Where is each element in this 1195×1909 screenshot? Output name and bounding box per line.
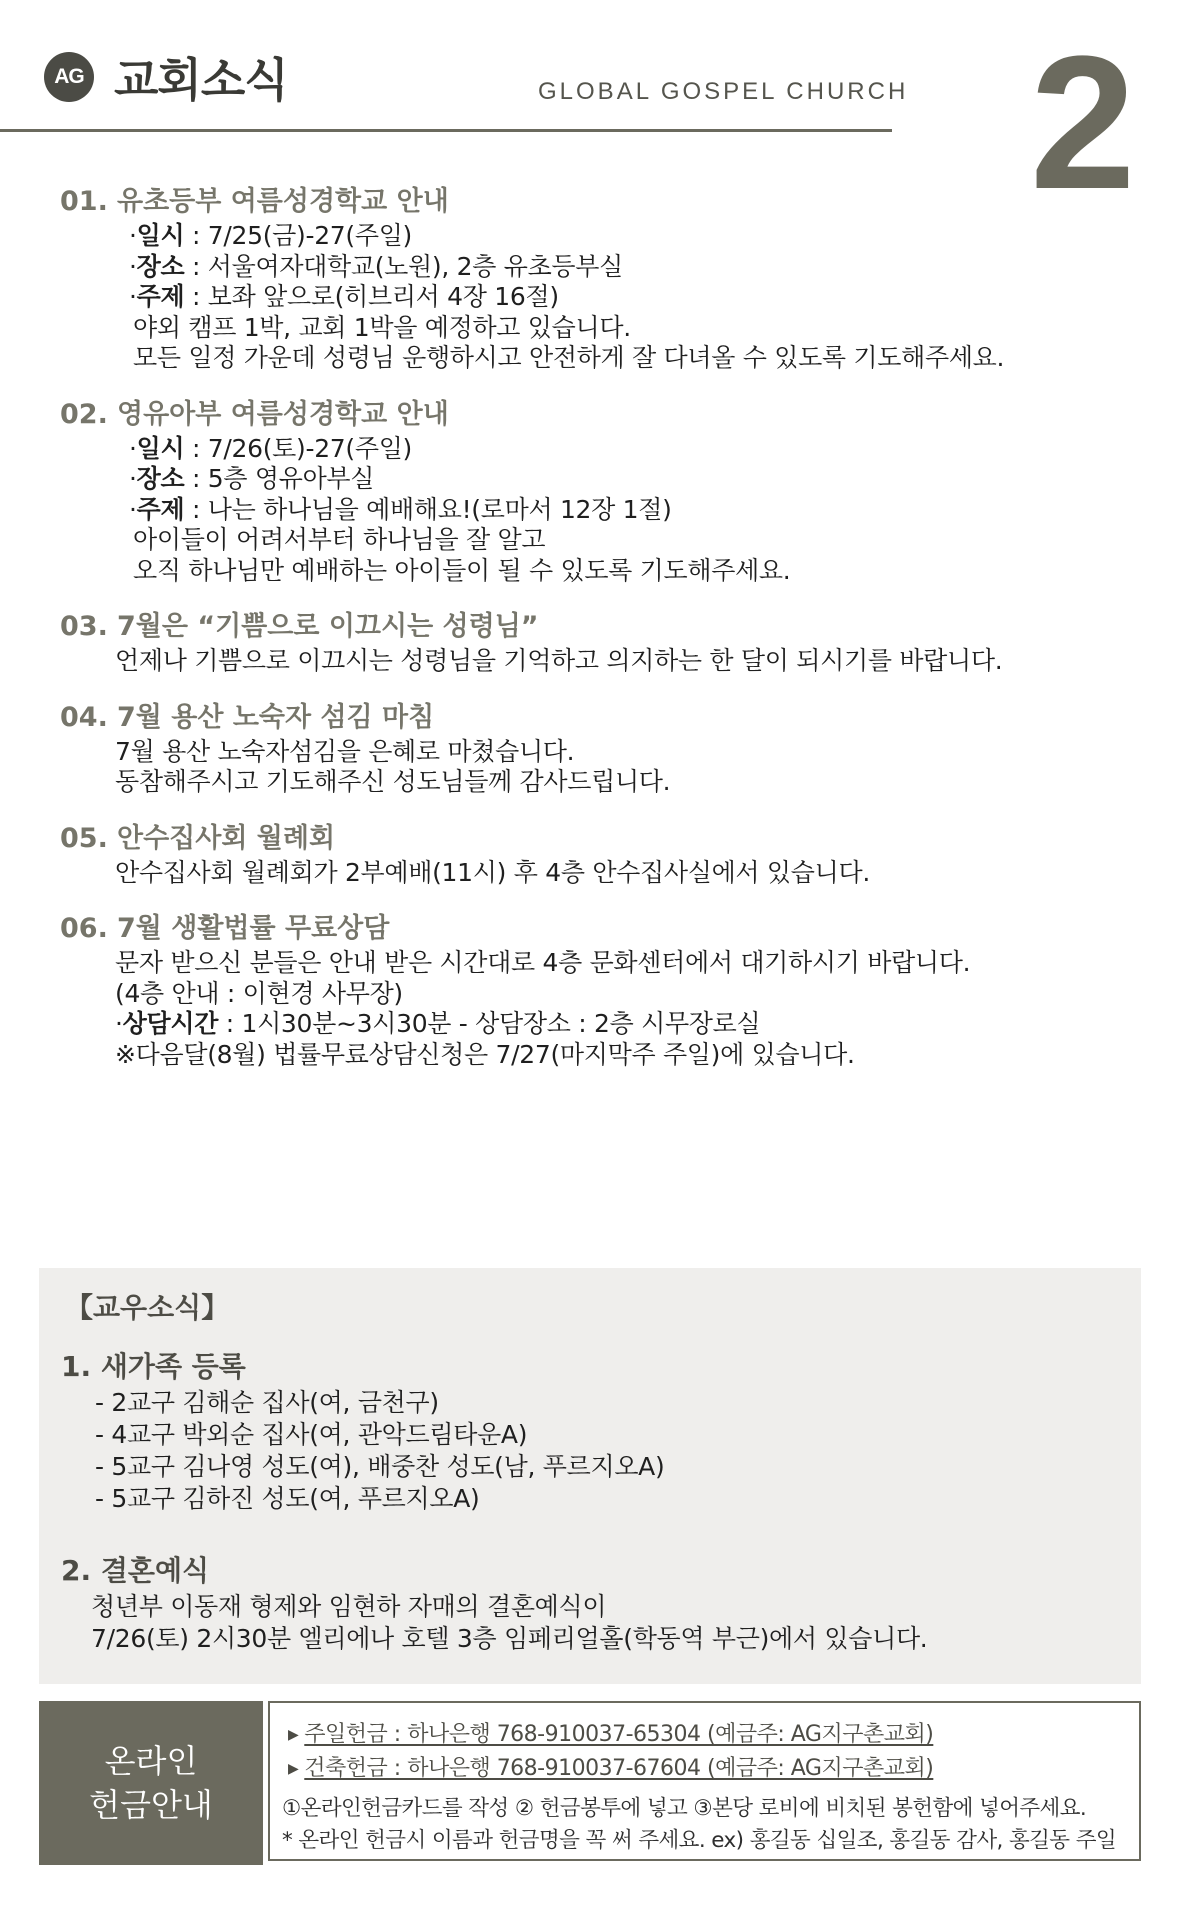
- notice-detail: ·주제 : 보좌 앞으로(히브리서 4장 16절): [129, 282, 559, 311]
- notice-title: 7월 용산 노숙자 섬김 마침: [117, 701, 435, 733]
- online-offering-info: [268, 1701, 1141, 1861]
- notice-detail: ·상담시간 : 1시30분~3시30분 - 상담장소 : 2층 시무장로실: [115, 1009, 761, 1038]
- notice-title: 영유아부 여름성경학교 안내: [117, 398, 449, 430]
- account-line: ▶ 건축헌금 : 하나은행 768-910037-67604 (예금주: AG지구촌교회): [288, 1756, 934, 1781]
- notice-detail: ·주제 : 나는 하나님을 예배해요!(로마서 12장 1절): [129, 494, 672, 524]
- notice-detail: ·일시 : 7/26(토)-27(주일): [129, 433, 413, 463]
- members-news-box: [39, 1268, 1141, 1684]
- notice-title: 7월은 “기쁨으로 이끄시는 성령님”: [117, 611, 539, 642]
- notice-number: 05.: [60, 822, 108, 854]
- wedding-section: [61, 1551, 927, 1655]
- notice-title: 7월 생활법률 무료상담: [117, 913, 390, 944]
- notice-title: 안수집사회 월례회: [117, 822, 336, 854]
- notice-text: 오직 하나님만 예배하는 아이들이 될 수 있도록 기도해주세요.: [133, 555, 791, 585]
- offering-label-line: 온라인: [104, 1742, 198, 1780]
- members-news-title: 【교우소식】: [65, 1291, 230, 1324]
- notice-text: 언제나 기쁨으로 이끄시는 성령님을 기억하고 의지하는 한 달이 되시기를 바랍니다.: [115, 646, 1003, 675]
- notice-text: 모든 일정 가운데 성령님 운행하시고 안전하게 잘 다녀올 수 있도록 기도해주세요.: [133, 343, 1005, 372]
- church-logo: AG: [44, 52, 94, 102]
- triangle-bullet-icon: ▶: [288, 1761, 299, 1777]
- notice-title: 유초등부 여름성경학교 안내: [117, 186, 449, 217]
- section-heading: 2. 결혼예식: [61, 1554, 210, 1587]
- notice-detail: ·장소 : 서울여자대학교(노원), 2층 유초등부실: [129, 251, 623, 281]
- offering-note: * 온라인 헌금시 이름과 헌금명을 꼭 써 주세요. ex) 홍길동 십일조, 홍길동 감사, 홍길동 주일: [282, 1828, 1117, 1853]
- list-item: - 4교구 박외순 집사(여, 관악드림타운A): [95, 1420, 528, 1449]
- notice-text: 안수집사회 월례회가 2부예배(11시) 후 4층 안수집사실에서 있습니다.: [115, 857, 870, 887]
- header-divider: [0, 129, 892, 132]
- notice-text: 문자 받으신 분들은 안내 받은 시간대로 4층 문화센터에서 대기하시기 바랍니다.: [115, 948, 971, 977]
- notice-text: 동참해주시고 기도해주신 성도님들께 감사드립니다.: [115, 767, 671, 796]
- notice-text: 야외 캠프 1박, 교회 1박을 예정하고 있습니다.: [133, 312, 631, 342]
- account-line: ▶ 주일헌금 : 하나은행 768-910037-65304 (예금주: AG지구촌교회): [288, 1722, 934, 1747]
- notice-text: ※다음달(8월) 법률무료상담신청은 7/27(마지막주 주일)에 있습니다.: [115, 1039, 855, 1069]
- offering-label-line: 헌금안내: [89, 1786, 213, 1824]
- notice-number: 02.: [60, 398, 108, 430]
- notice-item: [60, 910, 1140, 1070]
- page-title: 교회소식: [114, 53, 288, 107]
- section-heading: 1. 새가족 등록: [61, 1350, 246, 1383]
- notice-detail: ·장소 : 5층 영유아부실: [129, 464, 375, 493]
- notices-list: [60, 183, 1140, 1092]
- notice-text: 아이들이 어려서부터 하나님을 잘 알고: [133, 525, 546, 554]
- list-item: 7/26(토) 2시30분 엘리에나 호텔 3층 임페리얼홀(학동역 부근)에서 있습니다.: [91, 1624, 928, 1653]
- notice-item: [60, 699, 1140, 798]
- church-name: GLOBAL GOSPEL CHURCH: [538, 78, 909, 105]
- notice-number: 04.: [60, 701, 108, 733]
- notice-item: [60, 396, 1140, 587]
- triangle-bullet-icon: ▶: [288, 1727, 299, 1743]
- list-item: - 2교구 김해순 집사(여, 금천구): [95, 1388, 439, 1417]
- notice-item: [60, 820, 1140, 889]
- new-family-section: [61, 1347, 664, 1515]
- offering-instruction: ①온라인헌금카드를 작성 ② 헌금봉투에 넣고 ③본당 로비에 비치된 봉헌함에 넣어주세요.: [282, 1796, 1087, 1821]
- notice-item: [60, 608, 1140, 677]
- notice-text: 7월 용산 노숙자섬김을 은혜로 마쳤습니다.: [115, 736, 575, 766]
- notice-number: 06.: [60, 913, 108, 944]
- list-item: 청년부 이동재 형제와 임현하 자매의 결혼예식이: [91, 1592, 607, 1621]
- list-item: - 5교구 김나영 성도(여), 배중찬 성도(남, 푸르지오A): [95, 1452, 665, 1481]
- notice-number: 01.: [60, 186, 108, 217]
- notice-number: 03.: [60, 611, 108, 642]
- online-offering-label: [39, 1701, 263, 1865]
- notice-text: (4층 안내 : 이현경 사무장): [115, 978, 403, 1008]
- page-number: 2: [1030, 17, 1136, 229]
- notice-detail: ·일시 : 7/25(금)-27(주일): [129, 221, 413, 250]
- list-item: - 5교구 김하진 성도(여, 푸르지오A): [95, 1484, 480, 1513]
- notice-item: [60, 183, 1140, 374]
